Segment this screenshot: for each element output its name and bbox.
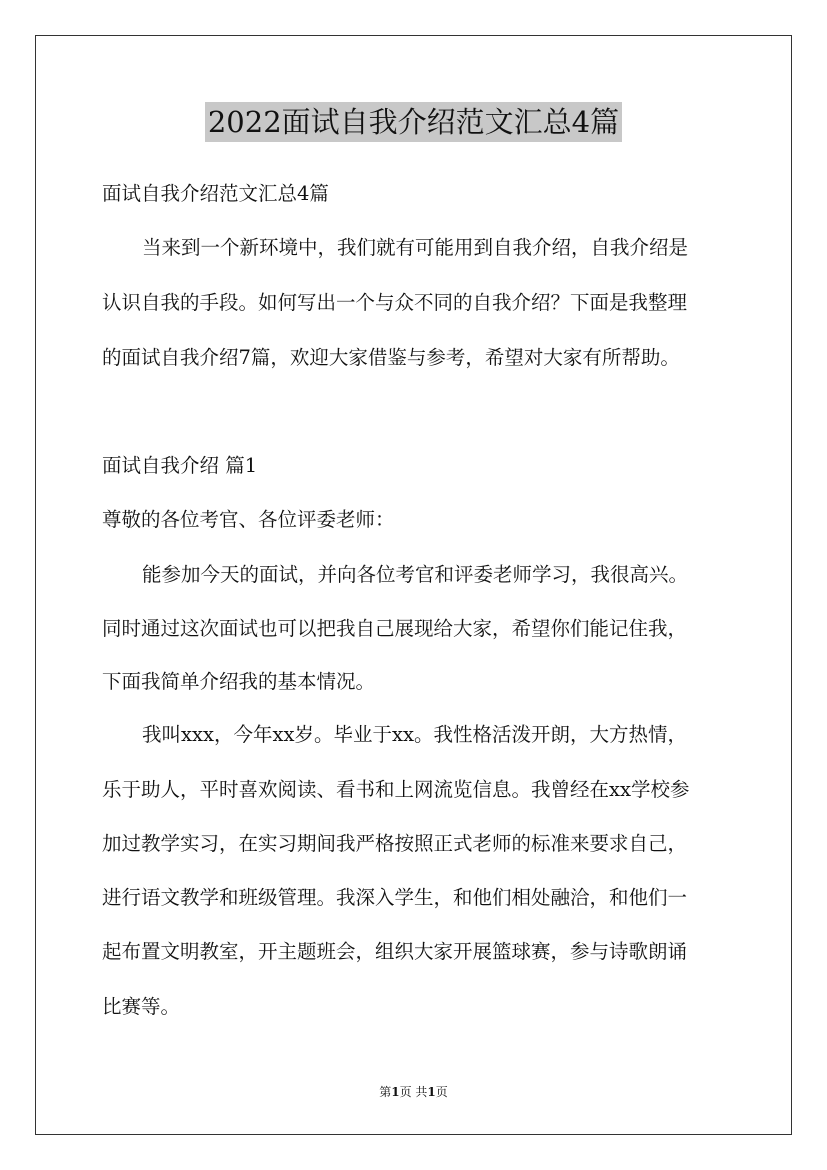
para2-line-2: 乐于助人，平时喜欢阅读、看书和上网流览信息。我曾经在xx学校参 <box>102 778 690 801</box>
para2-line-5: 起布置文明教室，开主题班会，组织大家开展篮球赛，参与诗歌朗诵 <box>102 940 688 963</box>
page-footer <box>0 1083 827 1101</box>
intro-line-1: 当来到一个新环境中，我们就有可能用到自我介绍，自我介绍是 <box>142 236 689 259</box>
footer-suffix: 页 <box>435 1085 448 1099</box>
para2-line-3: 加过教学实习，在实习期间我严格按照正式老师的标准来要求自己， <box>102 832 688 855</box>
para2-line-4: 进行语文教学和班级管理。我深入学生，和他们相处融洽，和他们一 <box>102 886 688 909</box>
document-title: 2022面试自我介绍范文汇总4篇 <box>205 102 622 142</box>
para2-line-1: 我叫xxx，今年xx岁。毕业于xx。我性格活泼开朗，大方热情， <box>142 723 687 746</box>
para1-line-2: 同时通过这次面试也可以把我自己展现给大家，希望你们能记住我， <box>102 617 688 640</box>
footer-page-number: 1 <box>391 1085 400 1099</box>
salutation: 尊敬的各位考官、各位评委老师： <box>102 508 395 531</box>
footer-middle: 页 共 <box>399 1085 428 1099</box>
intro-line-3: 的面试自我介绍7篇，欢迎大家借鉴与参考，希望对大家有所帮助。 <box>102 346 680 369</box>
title-block <box>0 102 827 142</box>
para2-line-6: 比赛等。 <box>102 995 181 1018</box>
footer-prefix: 第 <box>379 1085 392 1099</box>
para1-line-3: 下面我简单介绍我的基本情况。 <box>102 670 376 693</box>
para1-line-1: 能参加今天的面试，并向各位考官和评委老师学习，我很高兴。 <box>142 563 689 586</box>
intro-line-2: 认识自我的手段。如何写出一个与众不同的自我介绍？下面是我整理 <box>102 291 688 314</box>
document-subtitle: 面试自我介绍范文汇总4篇 <box>102 182 329 205</box>
footer-total-pages: 1 <box>427 1085 436 1099</box>
section-heading: 面试自我介绍 篇1 <box>102 454 258 477</box>
